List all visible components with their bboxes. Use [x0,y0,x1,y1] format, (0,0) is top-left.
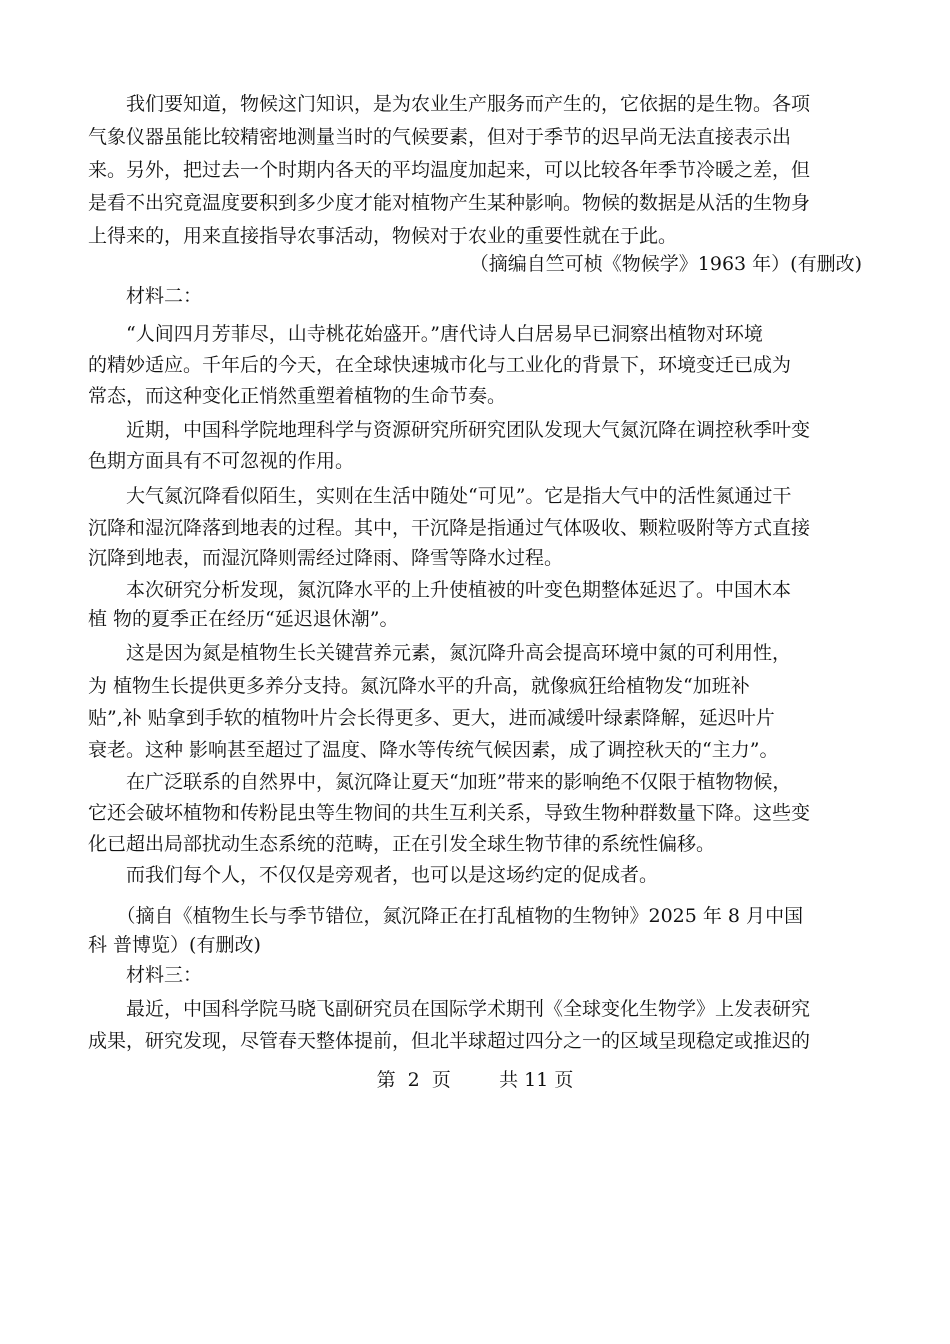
text-line: 化已超出局部扰动生态系统的范畴，正在引发全球生物节律的系统性偏移。 [88,833,716,855]
citation-line: （摘自《植物生长与季节错位，氮沉降正在打乱植物的生物钟》2025 年 8 月中国 [88,905,804,927]
text-line: 沉降和湿沉降落到地表的过程。其中，干沉降是指通过气体吸收、颗粒吸附等方式直接 [88,517,811,539]
text-line: 近期，中国科学院地理科学与资源研究所研究团队发现大气氮沉降在调控秋季叶变 [88,419,811,441]
text-line: 我们要知道，物候这门知识，是为农业生产服务而产生的，它依据的是生物。各项 [88,93,811,115]
text-line: 来。另外，把过去一个时期内各天的平均温度加起来，可以比较各年季节冷暖之差，但 [88,159,811,181]
text-line: 大气氮沉降看似陌生，实则在生活中随处“可见”。它是指大气中的活性氮通过干 [88,485,792,507]
text-line: 在广泛联系的自然界中，氮沉降让夏天“加班”带来的影响绝不仅限于植物物候， [88,771,792,793]
text-line: 气象仪器虽能比较精密地测量当时的气候要素，但对于季节的迟早尚无法直接表示出 [88,126,792,148]
text-line: 沉降到地表，而湿沉降则需经过降雨、降雪等降水过程。 [88,547,564,569]
text-line: 常态，而这种变化正悄然重塑着植物的生命节奏。 [88,385,507,407]
text-line: 这是因为氮是植物生长关键营养元素，氮沉降升高会提高环境中氮的可利用性， [88,642,792,664]
text-line: 上得来的，用来直接指导农事活动，物候对于农业的重要性就在于此。 [88,225,678,247]
page-number-footer: 第 2 页 共 11 页 [376,1069,574,1091]
text-line: 是看不出究竟温度要积到多少度才能对植物产生某种影响。物候的数据是从活的生物身 [88,192,811,214]
section-heading: 材料二： [88,285,203,307]
text-line: 衰老。这种 影响甚至超过了温度、降水等传统气候因素，成了调控秋天的“主力”。 [88,739,779,761]
citation-line: 科 普博览）(有删改) [88,934,261,956]
text-line: 本次研究分析发现，氮沉降水平的上升使植被的叶变色期整体延迟了。中国木本 [88,579,792,601]
text-line: 而我们每个人，不仅仅是旁观者，也可以是这场约定的促成者。 [88,864,659,886]
text-line: 它还会破坏植物和传粉昆虫等生物间的共生互利关系，导致生物种群数量下降。这些变 [88,802,811,824]
text-line: “人间四月芳菲尽，山寺桃花始盛开。”唐代诗人白居易早已洞察出植物对环境 [88,323,763,345]
text-line: 色期方面具有不可忽视的作用。 [88,450,355,472]
text-line: 成果，研究发现，尽管春天整体提前，但北半球超过四分之一的区域呈现稳定或推迟的 [88,1030,811,1052]
citation-line: （摘编自竺可桢《物候学》1963 年）(有删改) [469,253,862,275]
text-line: 的精妙适应。千年后的今天，在全球快速城市化与工业化的背景下，环境变迁已成为 [88,354,792,376]
text-line: 贴”,补 贴拿到手软的植物叶片会长得更多、更大，进而减缓叶绿素降解，延迟叶片 [88,707,775,729]
text-line: 为 植物生长提供更多养分支持。氮沉降水平的升高，就像疯狂给植物发“加班补 [88,675,750,697]
text-line: 最近，中国科学院马晓飞副研究员在国际学术期刊《全球变化生物学》上发表研究 [88,998,811,1020]
section-heading: 材料三： [88,964,203,986]
text-line: 植 物的夏季正在经历“延迟退休潮”。 [88,608,399,630]
